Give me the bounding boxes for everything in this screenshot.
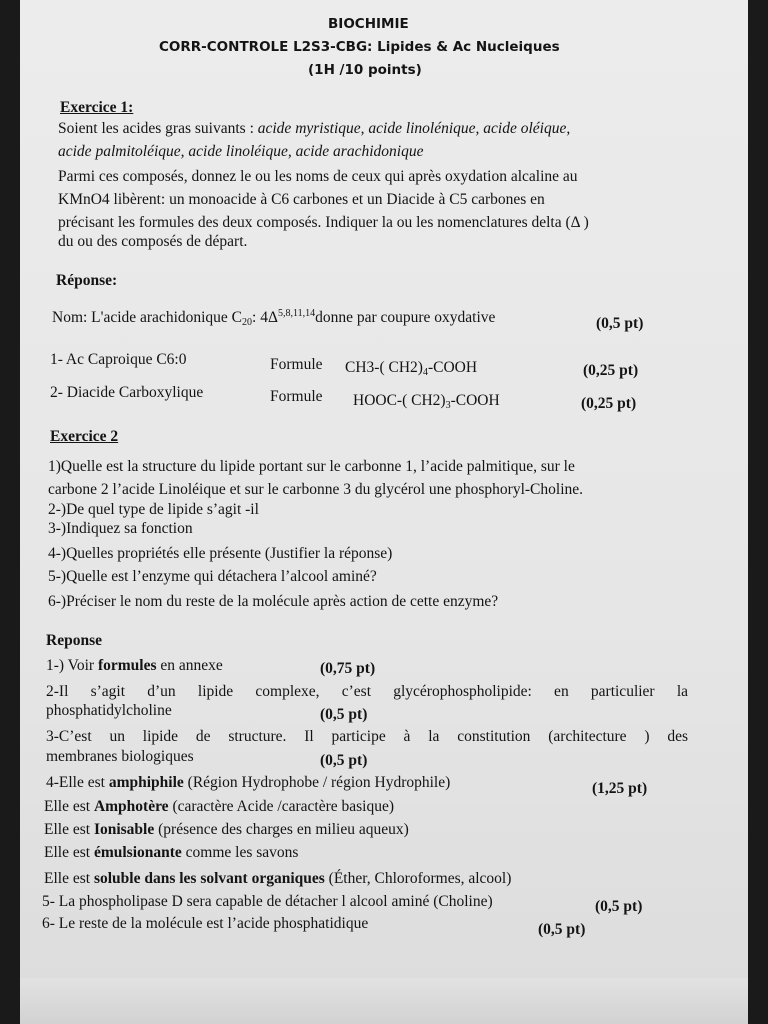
intro-prefix: Soient les acides gras suivants :: [58, 120, 258, 137]
duration-line: (1H /10 points): [308, 62, 422, 78]
answer-item-2-label: 2- Diacide Carboxylique: [50, 384, 204, 401]
property-4: [44, 870, 511, 888]
answer-2-line-2: phosphatidylcholine: [46, 702, 172, 719]
exercise-2-question-2: 2-)De quel type de lipide s’agit -il: [48, 501, 259, 518]
exercise-1-answer-title: Réponse:: [56, 272, 118, 289]
answer-4-points: (1,25 pt): [592, 780, 648, 797]
exercise-1-question-2: KMnO4 libèrent: un monoacide à C6 carbones et un Diacide à C5 carbones en: [58, 191, 545, 208]
exercise-2-question-5: 5-)Quelle est l’enzyme qui détachera l’alcool aminé?: [48, 568, 377, 585]
exercise-2-question-4: 4-)Quelles propriétés elle présente (Justifier la réponse): [48, 545, 393, 562]
property-4-b: soluble dans les solvant organiques: [93, 870, 325, 887]
answer-6: 6- Le reste de la molécule est l’acide phosphatidique: [42, 915, 369, 932]
property-3-c: comme les savons: [181, 844, 299, 861]
property-1-a: Elle est: [44, 798, 94, 815]
property-3-a: Elle est: [44, 844, 94, 861]
answer-1-b: formules: [97, 657, 157, 674]
answer-2-line-1: 2-Il s’agit d’un lipide complexe, c’est glycérophospholipide: en particulier la: [46, 683, 688, 700]
answer-3-line-2: membranes biologiques: [46, 748, 194, 765]
exercise-1-title: Exercice 1:: [60, 99, 134, 116]
answer-item-1-formula-label: Formule: [270, 356, 323, 373]
exercise-2-question-1a: 1)Quelle est la structure du lipide portant sur le carbonne 1, l’acide palmitique, sur le: [48, 458, 575, 475]
answer-item-2-formula-label: Formule: [270, 388, 323, 405]
answer-item-2-formula: [353, 392, 500, 410]
property-1-b: Amphotère: [93, 798, 169, 815]
document-title: CORR-CONTROLE L2S3-CBG: Lipides & Ac Nucleiques: [159, 39, 560, 55]
property-3: [44, 844, 298, 862]
answer-item-1-formula: [345, 359, 477, 377]
name-prefix: Nom: L'acide arachidonique C: [52, 309, 243, 326]
acid-list-1: acide myristique, acide linolénique, acide oléique,: [257, 120, 571, 137]
exercise-2-question-1b: carbone 2 l’acide Linoléique et sur le carbonne 3 du glycérol une phosphoryl-Choline.: [48, 481, 584, 498]
formula-1-sub: 4: [422, 367, 428, 378]
answer-1-points: (0,75 pt): [320, 660, 376, 677]
answer-4-c: (Région Hydrophobe / région Hydrophile): [183, 774, 451, 791]
exercise-2-question-3: 3-)Indiquez sa fonction: [48, 520, 193, 537]
property-3-b: émulsionante: [93, 844, 182, 861]
answer-1: [46, 657, 223, 675]
name-delta-positions: 5,8,11,14: [277, 308, 316, 319]
answer-3-line-1: 3-C’est un lipide de structure. Il participe à la constitution (architecture ) des: [46, 728, 688, 745]
answer-item-1-label: 1- Ac Caproique C6:0: [50, 351, 187, 368]
answer-6-points: (0,5 pt): [538, 921, 586, 938]
answer-5-points: (0,5 pt): [595, 898, 643, 915]
answer-4-b: amphiphile: [108, 774, 184, 791]
exercise-1-question-1: Parmi ces composés, donnez le ou les noms de ceux qui après oxydation alcaline au: [58, 168, 578, 185]
formula-2-a: HOOC-( CH2): [353, 392, 446, 409]
formula-2-sub: 3: [445, 400, 451, 411]
answer-3-points: (0,5 pt): [320, 752, 368, 769]
exercise-1-question-4: du ou des composés de départ.: [58, 233, 248, 250]
property-2-c: (présence des charges en milieu aqueux): [154, 821, 409, 838]
property-2-a: Elle est: [44, 821, 94, 838]
formula-1-a: CH3-( CH2): [345, 359, 423, 376]
formula-1-b: -COOH: [427, 359, 478, 376]
property-1-c: (caractère Acide /caractère basique): [168, 798, 395, 815]
name-suffix: donne par coupure oxydative: [315, 309, 496, 326]
formula-2-b: -COOH: [450, 392, 500, 409]
property-1: [44, 798, 394, 816]
answer-name-line: [52, 309, 495, 327]
exercise-1-question-3: précisant les formules des deux composés. Indiquer la ou les nomenclatures delta (Δ ): [58, 214, 589, 231]
exercise-2-answer-title: Reponse: [46, 632, 102, 649]
answer-1-c: en annexe: [156, 657, 223, 674]
answer-5: 5- La phospholipase D sera capable de détacher l alcool aminé (Choline): [42, 893, 493, 910]
answer-name-points: (0,5 pt): [596, 315, 644, 332]
answer-item-2-points: (0,25 pt): [581, 395, 637, 412]
name-carbon-count: 20: [242, 317, 253, 328]
exercise-2-question-6: 6-)Préciser le nom du reste de la molécule après action de cette enzyme?: [48, 593, 499, 610]
property-4-a: Elle est: [44, 870, 94, 887]
property-4-c: (Éther, Chloroformes, alcool): [324, 870, 512, 887]
exercise-1-intro: [58, 120, 570, 138]
exercise-2-title: Exercice 2: [50, 428, 119, 445]
property-2: [44, 821, 409, 839]
answer-1-a: 1-) Voir: [46, 657, 98, 674]
answer-4-a: 4-Elle est: [46, 774, 109, 791]
property-2-b: Ionisable: [93, 821, 155, 838]
answer-2-points: (0,5 pt): [320, 706, 368, 723]
subject-heading: BIOCHIMIE: [328, 16, 409, 32]
name-delta: : 4Δ: [252, 309, 278, 326]
acid-list-2: acide palmitoléique, acide linoléique, acide arachidonique: [58, 143, 424, 160]
exam-sheet: [20, 0, 748, 1024]
answer-item-1-points: (0,25 pt): [583, 362, 639, 379]
page-bottom-shadow: [20, 978, 748, 1024]
answer-4: [46, 774, 450, 792]
